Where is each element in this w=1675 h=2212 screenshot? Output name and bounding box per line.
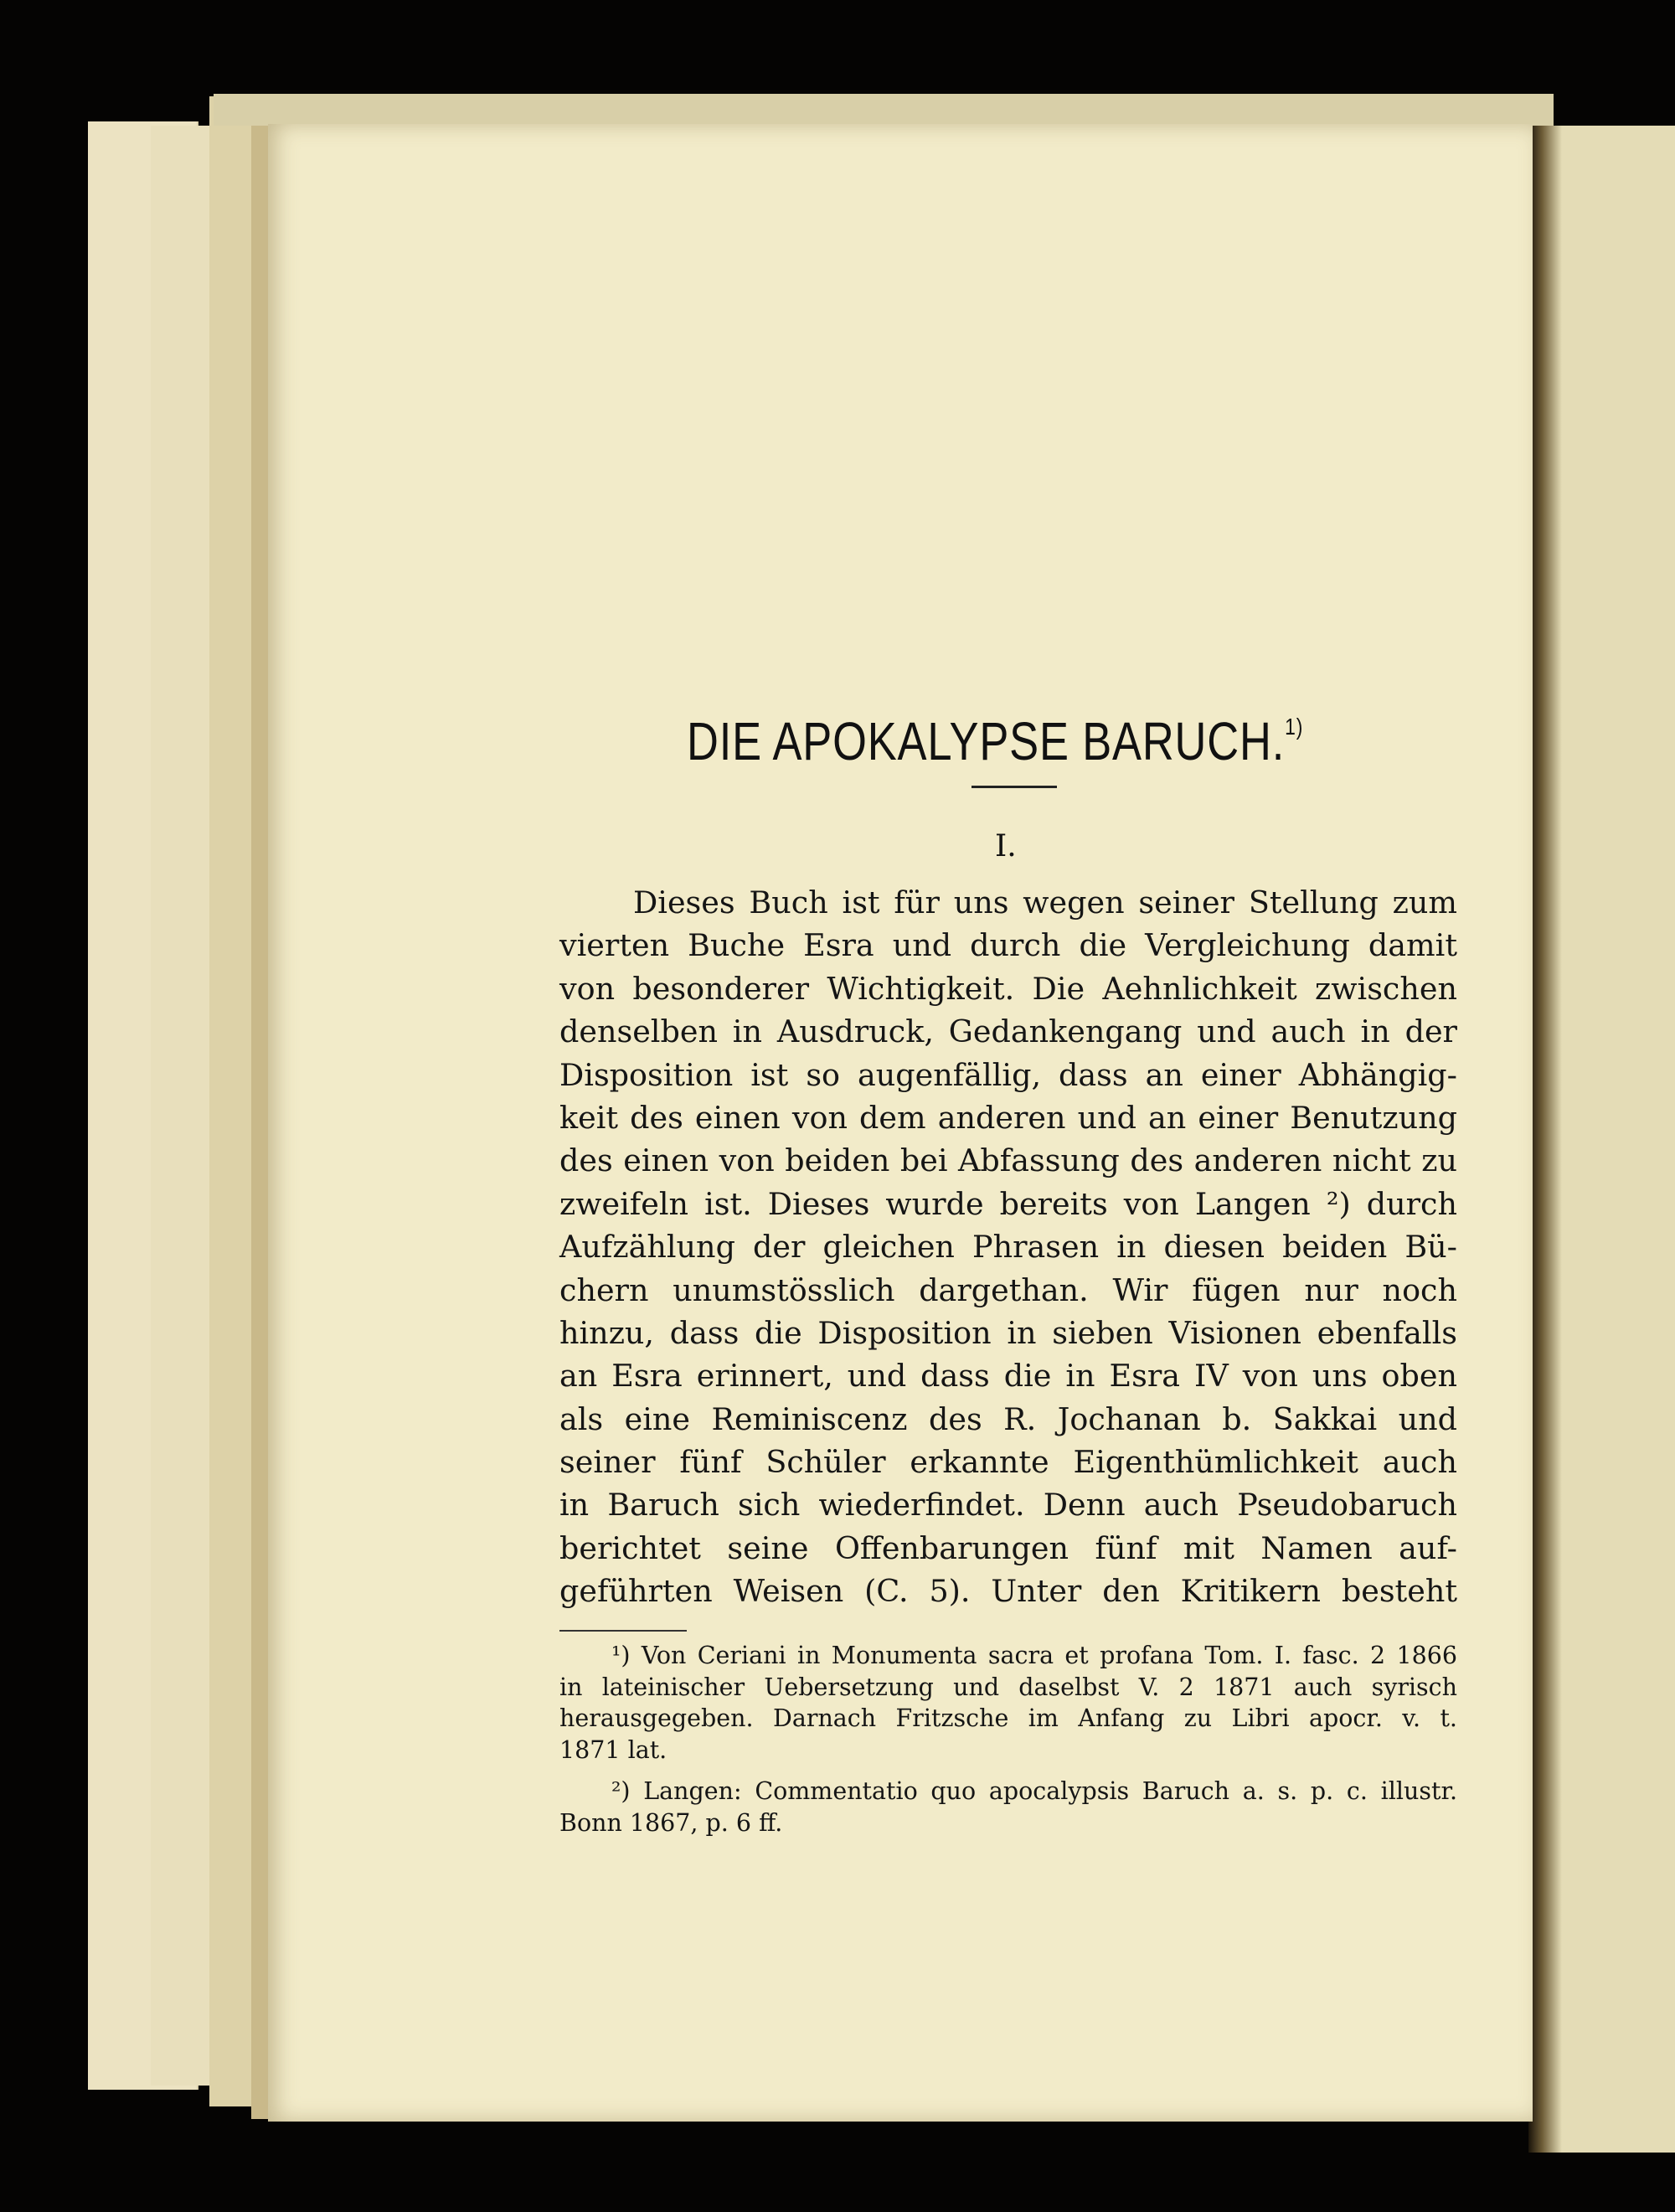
body-line: vierten Buche Esra und durch die Vergleichung damit — [559, 927, 1457, 964]
body-line: denselben in Ausdruck, Gedankengang und auch in der — [559, 1013, 1457, 1050]
footnote-rule — [559, 1630, 687, 1632]
footnote-line: ²) Langen: Commentatio quo apocalypsis Baruch a. s. p. c. illustr. — [611, 1777, 1457, 1805]
body-line: chern unumstösslich dargethan. Wir fügen nur noch — [559, 1271, 1457, 1308]
body-line: seiner fünf Schüler erkannte Eigenthümlichkeit auch — [559, 1444, 1457, 1481]
body-text — [559, 881, 1457, 1613]
body-line: Disposition ist so augenfällig, dass an einer Abhängig- — [559, 1056, 1457, 1093]
body-line: zweifeln ist. Dieses wurde bereits von Langen ²) durch — [559, 1185, 1457, 1222]
footnote-line: ¹) Von Ceriani in Monumenta sacra et profana Tom. I. fasc. 2 1866 — [611, 1642, 1457, 1669]
footnote-line: 1871 lat. — [559, 1735, 667, 1764]
body-line: Aufzählung der gleichen Phrasen in diesen beiden Bü- — [559, 1229, 1457, 1266]
body-line: geführten Weisen (C. 5). Unter den Kritikern besteht — [559, 1573, 1457, 1610]
body-line: berichtet seine Offenbarungen fünf mit Namen auf- — [559, 1529, 1457, 1566]
next-page — [1545, 126, 1675, 2153]
body-line: des einen von beiden bei Abfassung des anderen nicht zu — [559, 1142, 1457, 1179]
footnote-line: in lateinischer Uebersetzung und daselbst V. 2 1871 auch syrisch — [559, 1673, 1457, 1701]
chapter-title-text: DIE APOKALYPSE BARUCH. — [687, 711, 1286, 771]
body-line: in Baruch sich wiederfindet. Denn auch Pseudobaruch — [559, 1487, 1457, 1524]
section-number: I. — [995, 829, 1017, 864]
body-line: Dieses Buch ist für uns wegen seiner Stellung zum — [633, 884, 1457, 920]
body-line: hinzu, dass die Disposition in sieben Visionen ebenfalls — [559, 1314, 1457, 1351]
footnote-line: herausgegeben. Darnach Fritzsche im Anfang zu Libri apocr. v. t. — [559, 1704, 1457, 1732]
chapter-title — [687, 710, 1304, 772]
body-line: an Esra erinnert, und dass die in Esra IV von uns oben — [559, 1358, 1457, 1395]
footnotes — [559, 1640, 1457, 1838]
footnote-line: Bonn 1867, p. 6 ff. — [559, 1808, 783, 1837]
body-line: von besonderer Wichtigkeit. Die Aehnlichkeit zwischen — [559, 970, 1457, 1007]
gutter-shadow — [1528, 126, 1562, 2153]
title-footnote-mark: 1) — [1285, 714, 1304, 740]
page-edge-top — [214, 94, 1554, 126]
body-line: als eine Reminiscenz des R. Jochanan b. Sakkai und — [559, 1400, 1457, 1437]
body-line: keit des einen von dem anderen und an einer Benutzung — [559, 1099, 1457, 1136]
title-rule — [972, 786, 1057, 788]
